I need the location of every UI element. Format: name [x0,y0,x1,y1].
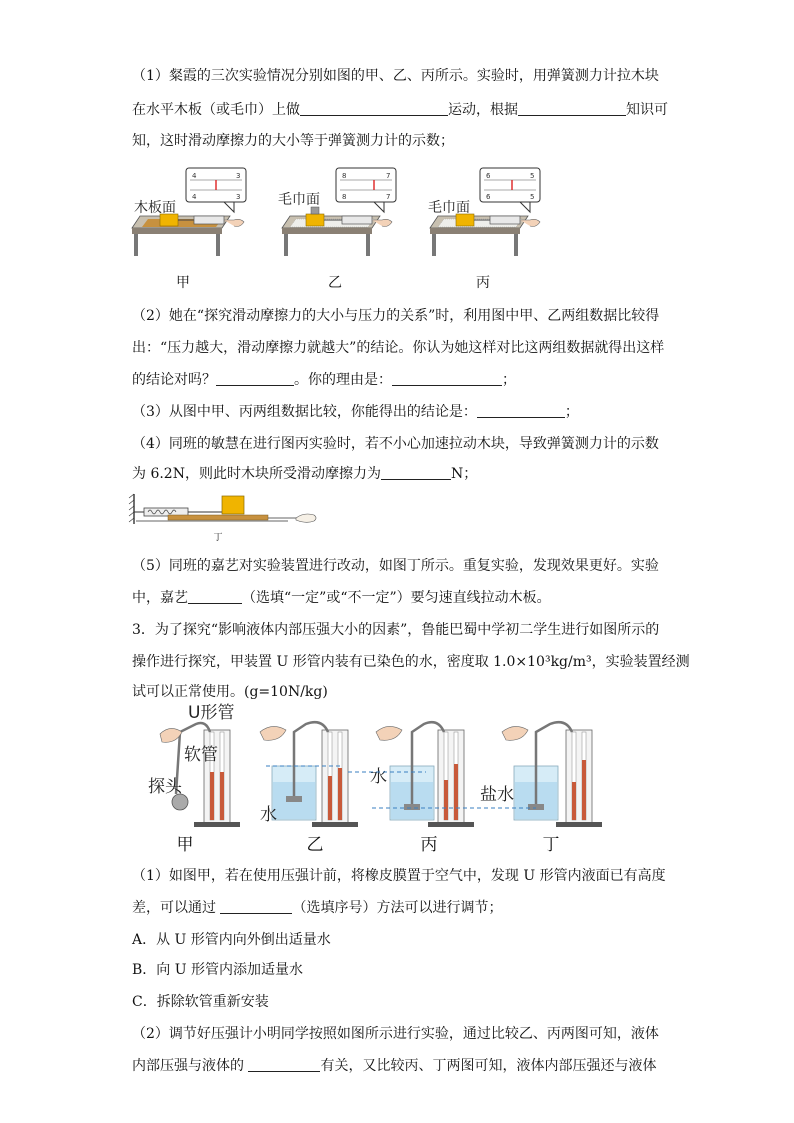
q2-p3-line [132,402,579,422]
friction-experiment-figure [130,158,550,268]
q3-p1-line2 [132,898,502,918]
q3-p2-line2 [132,1056,656,1076]
q2-p4-text-a: 为 6.2N，则此时木块所受滑动摩擦力为 [132,466,381,482]
gauge-setup-bing [370,722,474,827]
q2-p4-line2 [132,464,477,484]
option-c: C．拆除软管重新安装 [132,994,269,1010]
q2-p1-line3: 知，这时滑动摩擦力的大小等于弹簧测力计的示数； [132,133,454,149]
option-a: A．从 U 形管内向外倒出适量水 [132,932,331,948]
label-towel-surface-1: 毛巾面 [278,192,320,208]
caption-fig3-ding: 丁 [542,835,560,855]
gauge-setup-ding [480,722,602,827]
q2-p1-line2 [132,100,668,120]
caption-fig3-yi: 乙 [306,835,324,855]
q3-p1-text-a: 差，可以通过 [132,900,221,916]
q2-p1-text-b: 运动，根据 [448,102,518,118]
setup-wood-board [132,168,246,256]
q3-line1: 3．为了探究“影响液体内部压强大小的因素”，鲁能巴蜀中学初二学生进行如图所示的 [132,622,660,638]
q3-p2-line1: （2）调节好压强计小明同学按照如图所示进行实验，通过比较乙、丙两图可知，液体 [132,1026,659,1042]
q2-p5-line1: （5）同班的嘉艺对实验装置进行改动，如图丁所示。重复实验，发现效果更好。实验 [132,558,659,574]
q3-line3: 试可以正常使用。(g=10N/kg) [132,684,328,700]
q3-p1-line1: （1）如图甲，若在使用压强计前，将橡皮膜置于空气中，发现 U 形管内液面已有高度 [132,868,666,884]
label-wood-surface: 木板面 [134,200,176,216]
q3-p2-text-b: 有关，又比较丙、丁两图可知，液体内部压强还与液体 [320,1058,657,1074]
gauge-setup-jia [148,703,240,827]
gauge-1-left: 8 [342,172,347,180]
caption-ding: 丁 [213,533,223,543]
q2-p3-text-a: （3）从图中甲、丙两组数据比较，你能得出的结论是： [132,404,477,420]
q2-p1-text-a: 在水平木板（或毛巾）上做 [132,102,300,118]
caption-fig3-bing: 丙 [420,835,438,855]
gauge-1-right: 7 [386,172,391,180]
q2-p2-text-a: 的结论对吗？ [132,372,216,388]
gauge-2-right-lower: 5 [530,193,535,201]
gauge-2-right: 5 [530,172,535,180]
setup-ding-figure [128,490,328,540]
answer-blank-reason[interactable] [392,371,502,386]
q2-p2-text-c: ； [502,372,516,388]
q2-p2-line1: （2）她在“探究滑动摩擦力的大小与压力的关系”时，利用图中甲、乙两组数据比较得 [132,308,660,324]
q2-p5-text-a: 中，嘉艺 [132,590,188,606]
option-b: B．向 U 形管内添加适量水 [132,962,303,978]
setup-towel-2 [428,168,540,256]
q2-p3-text-b: ； [564,404,579,420]
answer-blank-factor[interactable] [248,1057,320,1072]
gauge-2-left-lower: 6 [486,193,491,201]
setup-towel-1 [278,168,396,256]
label-u-tube: U形管 [188,703,235,723]
label-probe: 探头 [148,777,182,797]
gauge-setup-yi [260,722,358,827]
caption-jia: 甲 [176,275,190,291]
q3-line2: 操作进行探究，甲装置 U 形管内装有已染色的水，密度取 1.0×10³kg/m³，实验装置经测 [132,654,690,670]
answer-blank-friction[interactable] [381,465,451,480]
q2-p5-text-b: （选填“一定”或“不一定”）要匀速直线拉动木板。 [242,590,551,606]
q3-p2-text-a: 内部压强与液体的 [132,1058,249,1074]
q2-p2-line2: 出：“压力越大，滑动摩擦力就越大”的结论。你认为她这样对比这两组数据就得出这样 [132,340,665,356]
answer-blank-motion[interactable] [300,101,448,116]
gauge-0-left-lower: 4 [192,193,197,201]
q2-p2-text-b: 。你的理由是： [294,372,392,388]
label-brine: 盐水 [480,785,514,805]
q2-p1-line1: （1）粲霞的三次实验情况分别如图的甲、乙、丙所示。实验时，用弹簧测力计拉木块 [132,68,659,84]
q2-p2-line3 [132,370,516,390]
gauge-0-right: 3 [236,172,241,180]
gauge-0-right-lower: 3 [236,193,241,201]
label-hose: 软管 [184,745,218,765]
answer-blank-correct[interactable] [216,371,294,386]
q3-p1-text-b: （选填序号）方法可以进行调节； [292,900,503,916]
label-towel-surface-2: 毛巾面 [428,200,470,216]
answer-blank-uniform[interactable] [188,589,242,604]
answer-blank-method[interactable] [220,899,292,914]
q2-p1-text-c: 知识可 [626,102,668,118]
gauge-1-right-lower: 7 [386,193,391,201]
answer-blank-knowledge[interactable] [518,101,626,116]
label-water-bing: 水 [370,767,387,787]
gauge-0-left: 4 [192,172,197,180]
answer-blank-conclusion[interactable] [477,403,565,418]
gauge-2-left: 6 [486,172,491,180]
caption-bing: 丙 [476,275,490,291]
caption-yi: 乙 [328,275,342,291]
label-water-yi: 水 [260,805,277,825]
q2-p4-text-b: N； [450,466,478,482]
gauge-1-left-lower: 8 [342,193,347,201]
caption-fig3-jia: 甲 [176,835,194,855]
q2-p5-line2 [132,588,551,608]
q2-p4-line1: （4）同班的敏慧在进行图丙实验时，若不小心加速拉动木块，导致弹簧测力计的示数 [132,436,659,452]
